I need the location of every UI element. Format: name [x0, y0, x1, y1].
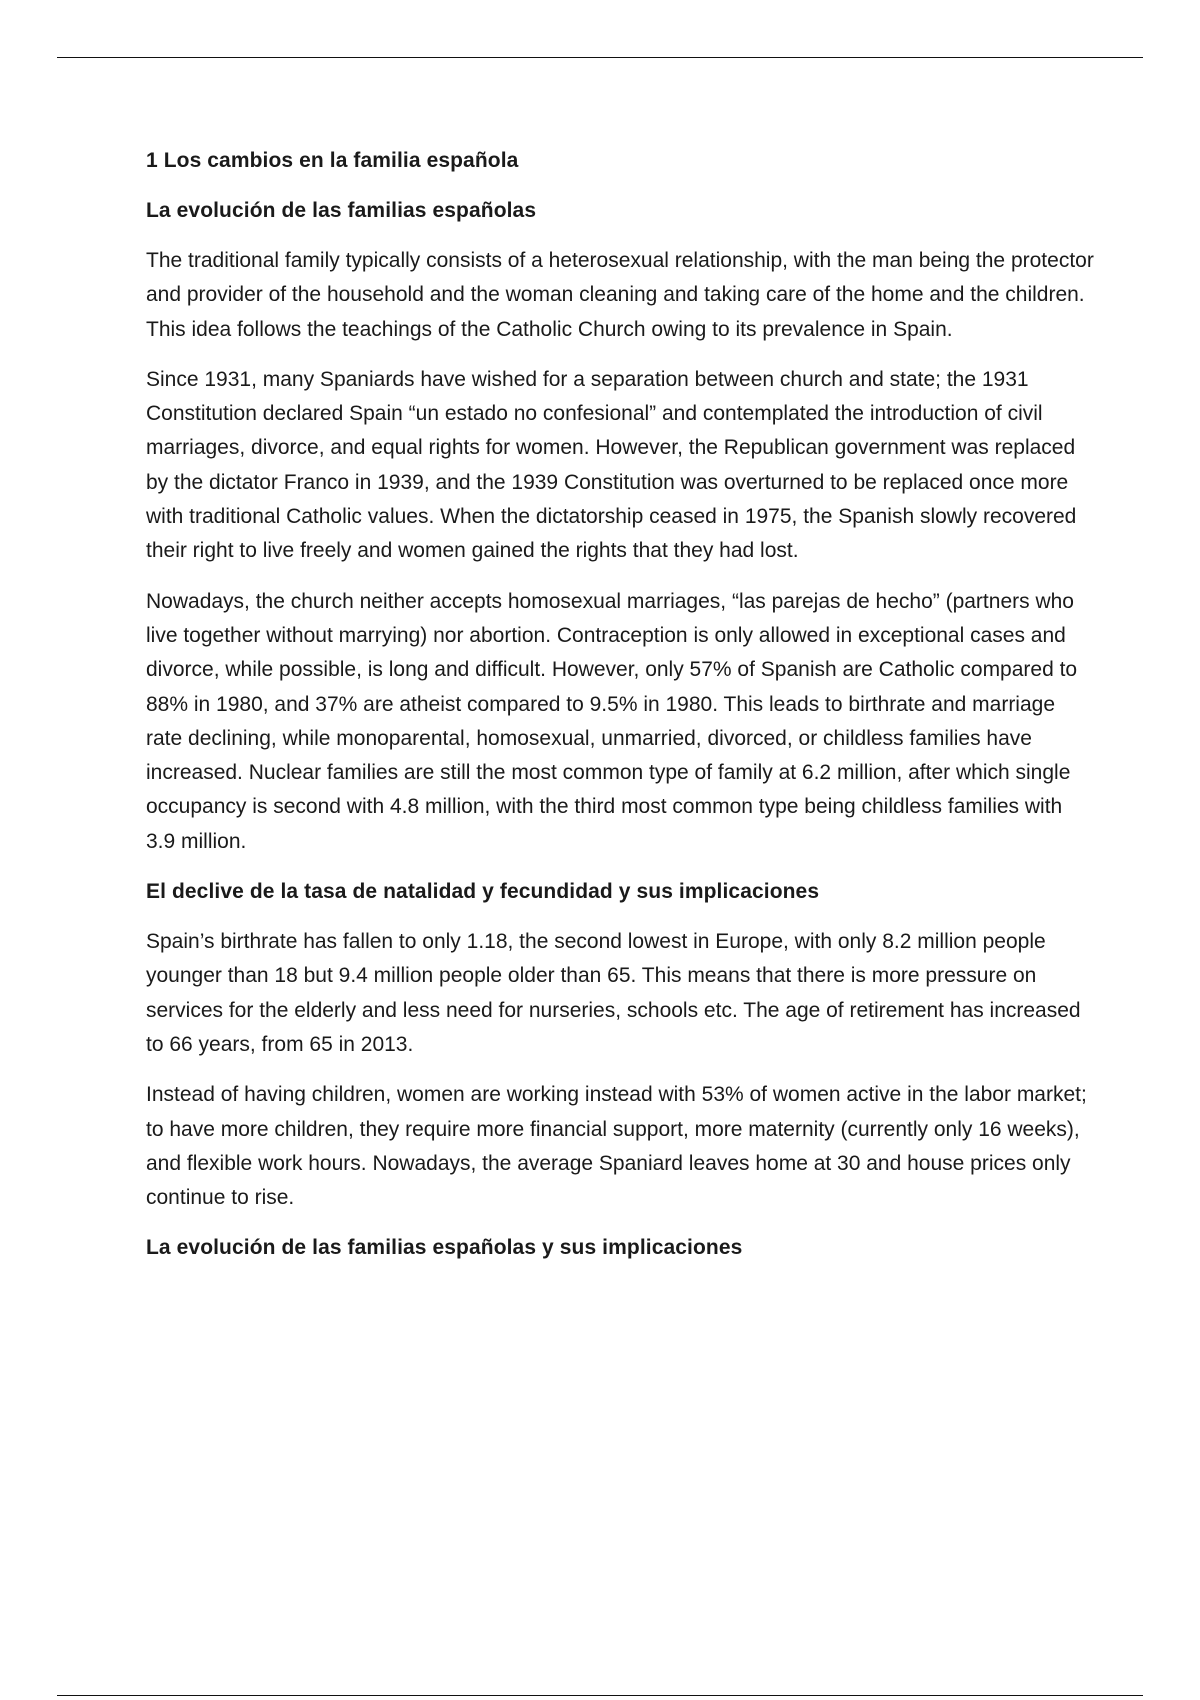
subheading-implicaciones: La evolución de las familias españolas y sus implicaciones: [146, 1236, 743, 1260]
bottom-rule: [57, 1695, 1143, 1696]
paragraph-church-state: Since 1931, many Spaniards have wished for a separation between church and state; the 1931 Constitution declared Spain “un estado no confesional” and contemplated the introduction of civil marriages, divorce, and equal rights for women. However, the Republican government was replaced by the dictator Franco in 1939, and the 1939 Constitution was overturned to be replaced once more with traditional Catholic values. When the dictatorship ceased in 1975, the Spanish slowly recovered their right to live freely and women gained the rights that they had lost.: [146, 367, 1077, 563]
section-title: 1 Los cambios en la familia española: [146, 149, 519, 172]
top-rule: [57, 57, 1143, 58]
subheading-evolucion: La evolución de las familias españolas: [146, 199, 537, 222]
paragraph-women-work: Instead of having children, women are working instead with 53% of women active in the labor market; to have more children, they require more financial support, more maternity (currently only 16 weeks), and flexible work hours. Nowadays, the average Spaniard leaves home at 30 and house prices only continue to rise.: [146, 1083, 1087, 1210]
paragraph-traditional-family: The traditional family typically consists of a heterosexual relationship, with the man being the protector and provider of the household and the woman cleaning and taking care of the home and the children. This idea follows the teachings of the Catholic Church owing to its prevalence in Spain.: [146, 249, 1094, 341]
paragraph-nowadays: Nowadays, the church neither accepts homosexual marriages, “las parejas de hecho” (partners who live together without marrying) nor abortion. Contraception is only allowed in exceptional cases and divorce, while possible, is long and difficult. However, only 57% of Spanish are Catholic compared to 88% in 1980, and 37% are atheist compared to 9.5% in 1980. This leads to birthrate and marriage rate declining, while monoparental, homosexual, unmarried, divorced, or childless families have increased. Nuclear families are still the most common type of family at 6.2 million, after which single occupancy is second with 4.8 million, with the third most common type being childless families with 3.9 million.: [146, 589, 1078, 853]
paragraph-birthrate: Spain’s birthrate has fallen to only 1.18, the second lowest in Europe, with only 8.2 million people younger than 18 but 9.4 million people older than 65. This means that there is more pressure on services for the elderly and less need for nurseries, schools etc. The age of retirement has increased to 66 years, from 65 in 2013.: [146, 930, 1081, 1056]
document-body: [146, 144, 1096, 1281]
subheading-declive: El declive de la tasa de natalidad y fecundidad y sus implicaciones: [146, 880, 820, 904]
